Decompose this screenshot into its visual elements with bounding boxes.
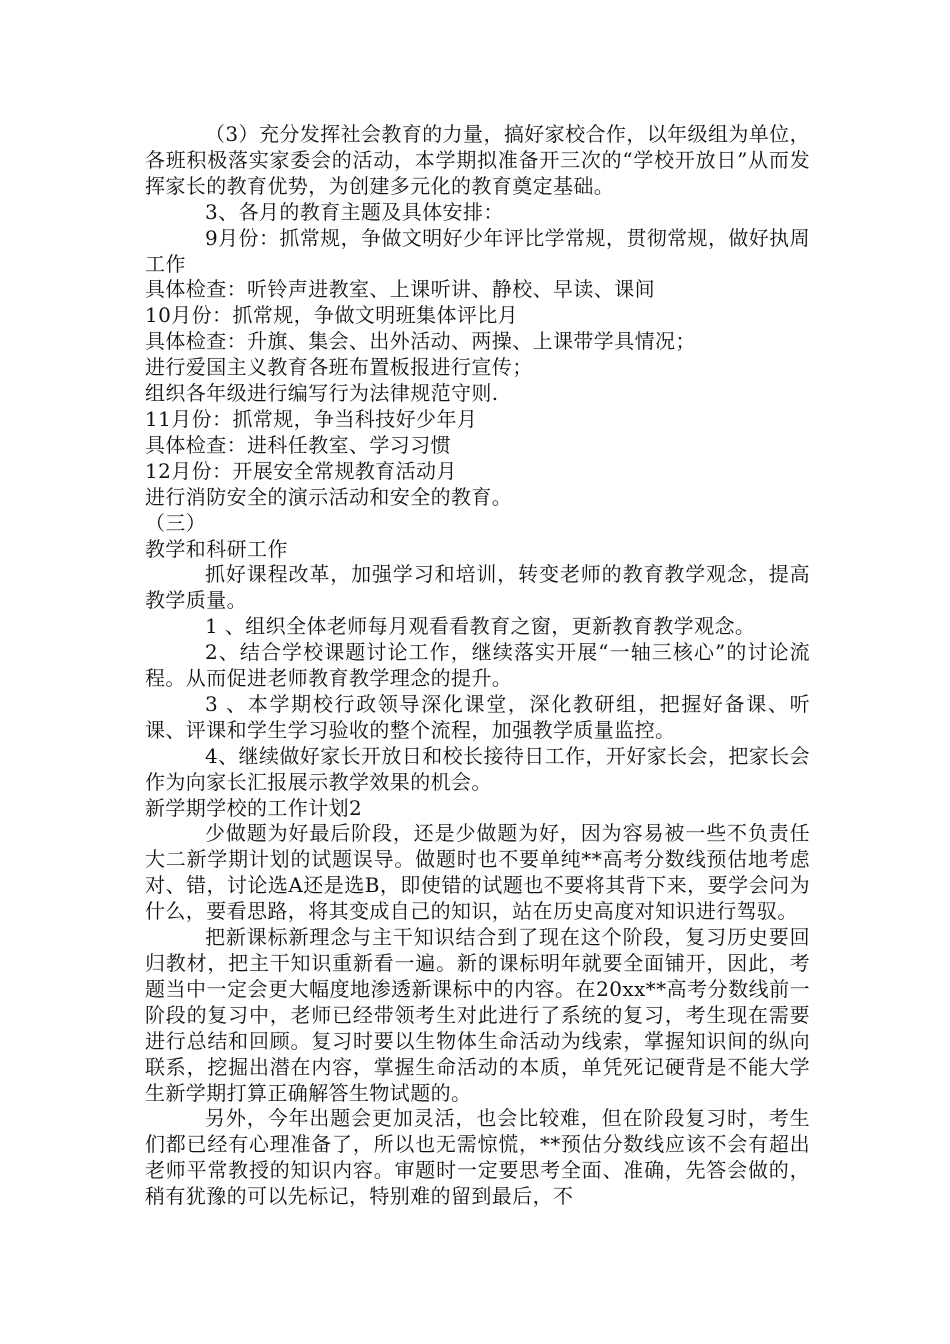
paragraph-p21: 少做题为好最后阶段，还是少做题为好，因为容易被一些不负责任大二新学期计划的试题误导。做题时也不要单纯**高考分数线预估地考虑对、错，讨论选A还是选B，即使错的试题也不要将其背下来，要学会问为什么，要看思路，将其变成自己的知识，站在历史高度对知识进行驾驭。 bbox=[145, 821, 810, 924]
paragraph-p01: （3）充分发挥社会教育的力量，搞好家校合作，以年级组为单位，各班积极落实家委会的活动，本学期拟准备开三次的“学校开放日”从而发挥家长的教育优势，为创建多元化的教育奠定基础。 bbox=[145, 122, 810, 198]
paragraph-p20: 新学期学校的工作计划2 bbox=[145, 795, 363, 820]
paragraph-p15: 抓好课程改革，加强学习和培训，转变老师的教育教学观念，提高教学质量。 bbox=[145, 562, 810, 613]
paragraph-p16: 1 、组织全体老师每月观看看教育之窗，更新教育教学观念。 bbox=[205, 614, 756, 639]
paragraph-p07: 进行爱国主义教育各班布置板报进行宣传； bbox=[145, 355, 533, 380]
paragraph-p11: 12月份：开展安全常规教育活动月 bbox=[145, 458, 457, 483]
paragraph-p09: 11月份：抓常规，争当科技好少年月 bbox=[145, 406, 478, 431]
paragraph-p17: 2、结合学校课题讨论工作，继续落实开展“一轴三核心”的讨论流程。从而促进老师教育教学理念的提升。 bbox=[145, 640, 810, 691]
paragraph-p23: 另外，今年出题会更加灵活，也会比较难，但在阶段复习时，考生们都已经有心理准备了，所以也无需惊慌，**预估分数线应该不会有超出老师平常教授的知识内容。审题时一定要思考全面、准确，先答会做的，稍有犹豫的可以先标记，特别难的留到最后，不 bbox=[145, 1106, 810, 1209]
paragraph-p08: 组织各年级进行编写行为法律规范守则. bbox=[145, 381, 499, 406]
paragraph-p10: 具体检查：进科任教室、学习习惯 bbox=[145, 432, 451, 457]
paragraph-p14: 教学和科研工作 bbox=[145, 536, 288, 561]
paragraph-p04: 具体检查：听铃声进教室、上课听讲、静校、早读、课间 bbox=[145, 277, 655, 302]
paragraph-p05: 10月份：抓常规，争做文明班集体评比月 bbox=[145, 303, 519, 328]
paragraph-p12: 进行消防安全的演示活动和安全的教育。 bbox=[145, 484, 513, 509]
paragraph-p19: 4、继续做好家长开放日和校长接待日工作，开好家长会，把家长会作为向家长汇报展示教学效果的机会。 bbox=[145, 743, 810, 794]
paragraph-p18: 3 、本学期校行政领导深化课堂，深化教研组，把握好备课、听课、评课和学生学习验收的整个流程，加强教学质量监控。 bbox=[145, 691, 810, 742]
paragraph-p06: 具体检查：升旗、集会、出外活动、两操、上课带学具情况； bbox=[145, 329, 696, 354]
paragraph-p13: （三） bbox=[145, 510, 207, 535]
paragraph-p03: 9月份：抓常规，争做文明好少年评比学常规，贯彻常规，做好执周工作 bbox=[145, 225, 810, 276]
document-body bbox=[145, 122, 810, 1210]
paragraph-p22: 把新课标新理念与主干知识结合到了现在这个阶段，复习历史要回归教材，把主干知识重新看一遍。新的课标明年就要全面铺开，因此，考题当中一定会更大幅度地渗透新课标中的内容。在20xx**高考分数线前一阶段的复习中，老师已经带领考生对此进行了系统的复习，考生现在需要进行总结和回顾。复习时要以生物体生命活动为线索，掌握知识间的纵向联系，挖掘出潜在内容，掌握生命活动的本质，单凭死记硬背是不能大学生新学期打算正确解答生物试题的。 bbox=[145, 925, 810, 1105]
paragraph-p02: 3、各月的教育主题及具体安排： bbox=[205, 199, 504, 224]
